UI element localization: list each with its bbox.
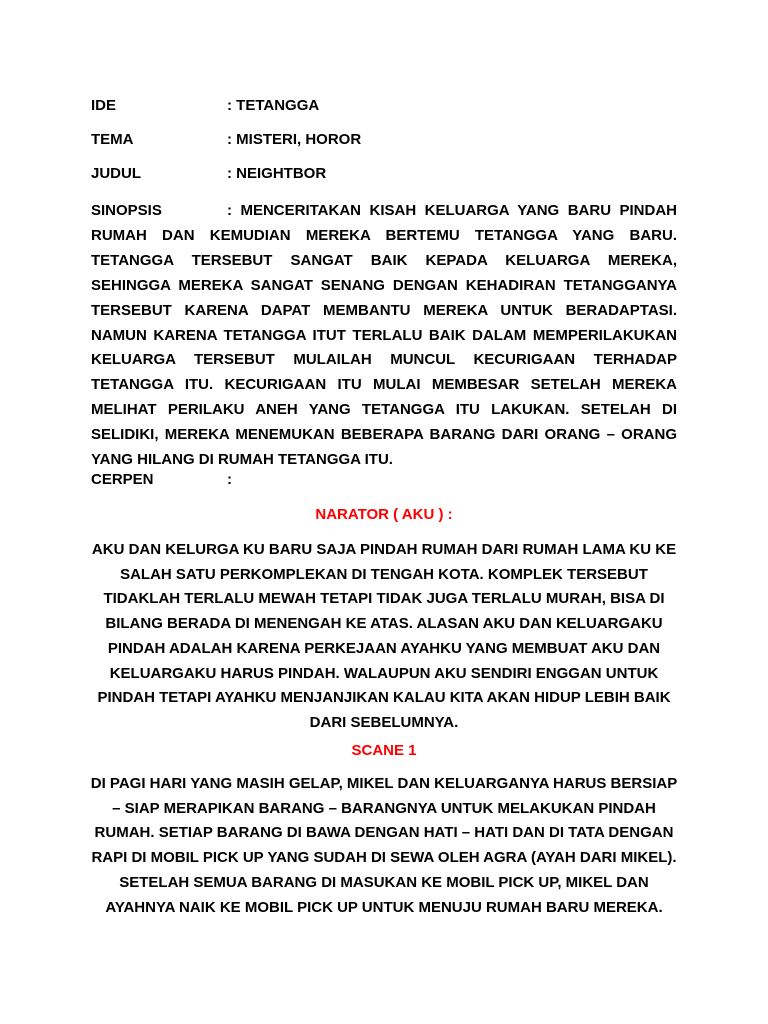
- field-judul: [91, 164, 677, 184]
- field-judul-label: JUDUL: [91, 165, 142, 182]
- field-cerpen: [91, 470, 677, 490]
- field-ide-value: : TETANGGA: [227, 97, 320, 114]
- narator-paragraph: AKU DAN KELURGA KU BARU SAJA PINDAH RUMAH DARI RUMAH LAMA KU KE SALAH SATU PERKOMPLEKAN DI TENGAH KOTA. KOMPLEK TERSEBUT TIDAKLAH TERLALU MEWAH TETAPI TIDAK JUGA TERLALU MURAH, BISA DI BILANG BERADA DI MENENGAH KE ATAS. ALASAN AKU DAN KELUARGAKU PINDAH ADALAH KARENA PERKEJAAN AYAHKU YANG MEMBUAT AKU DAN KELUARGAKU HARUS PINDAH. WALAUPUN AKU SENDIRI ENGGAN UNTUK PINDAH TETAPI AYAHKU MENJANJIKAN KALAU KITA AKAN HIDUP LEBIH BAIK DARI SEBELUMNYA.: [91, 541, 677, 731]
- field-judul-value: : NEIGHTBOR: [227, 165, 327, 182]
- field-ide: [91, 96, 677, 116]
- field-sinopsis-label: SINOPSIS: [91, 202, 162, 219]
- narator-heading: NARATOR ( AKU ) :: [315, 506, 453, 523]
- field-cerpen-label: CERPEN: [91, 471, 154, 488]
- field-cerpen-value: :: [227, 471, 232, 488]
- scene-1-heading: SCANE 1: [351, 742, 417, 759]
- field-sinopsis-value: : MENCERITAKAN KISAH KELUARGA YANG BARU PINDAH RUMAH DAN KEMUDIAN MEREKA BERTEMU TETANGGA YANG BARU. TETANGGA TERSEBUT SANGAT BAIK KEPADA KELUARGA MEREKA, SEHINGGA MEREKA SANGAT SENANG DENGAN KEHADIRAN TETANGGANYA TERSEBUT KARENA DAPAT MEMBANTU MEREKA UNTUK BERADAPTASI. NAMUN KARENA TETANGGA ITUT TERLALU BAIK DALAM MEMPERILAKUKAN KELUARGA TERSEBUT MULAILAH MUNCUL KECURIGAAN TERHADAP TETANGGA ITU. KECURIGAAN ITU MULAI MEMBESAR SETELAH MEREKA MELIHAT PERILAKU ANEH YANG TETANGGA ITU LAKUKAN. SETELAH DI SELIDIKI, MEREKA MENEMUKAN BEBERAPA BARANG DARI ORANG – ORANG YANG HILANG DI RUMAH TETANGGA ITU.: [91, 202, 677, 469]
- field-ide-label: IDE: [91, 97, 117, 114]
- field-tema: [91, 130, 677, 150]
- field-tema-value: : MISTERI, HOROR: [227, 131, 362, 148]
- field-sinopsis: [91, 199, 677, 473]
- scene-1-paragraph: DI PAGI HARI YANG MASIH GELAP, MIKEL DAN KELUARGANYA HARUS BERSIAP – SIAP MERAPIKAN BARANG – BARANGNYA UNTUK MELAKUKAN PINDAH RUMAH. SETIAP BARANG DI BAWA DENGAN HATI – HATI DAN DI TATA DENGAN RAPI DI MOBIL PICK UP YANG SUDAH DI SEWA OLEH AGRA (AYAH DARI MIKEL). SETELAH SEMUA BARANG DI MASUKAN KE MOBIL PICK UP, MIKEL DAN AYAHNYA NAIK KE MOBIL PICK UP UNTUK MENUJU RUMAH BARU MEREKA.: [90, 775, 678, 916]
- field-tema-label: TEMA: [91, 131, 134, 148]
